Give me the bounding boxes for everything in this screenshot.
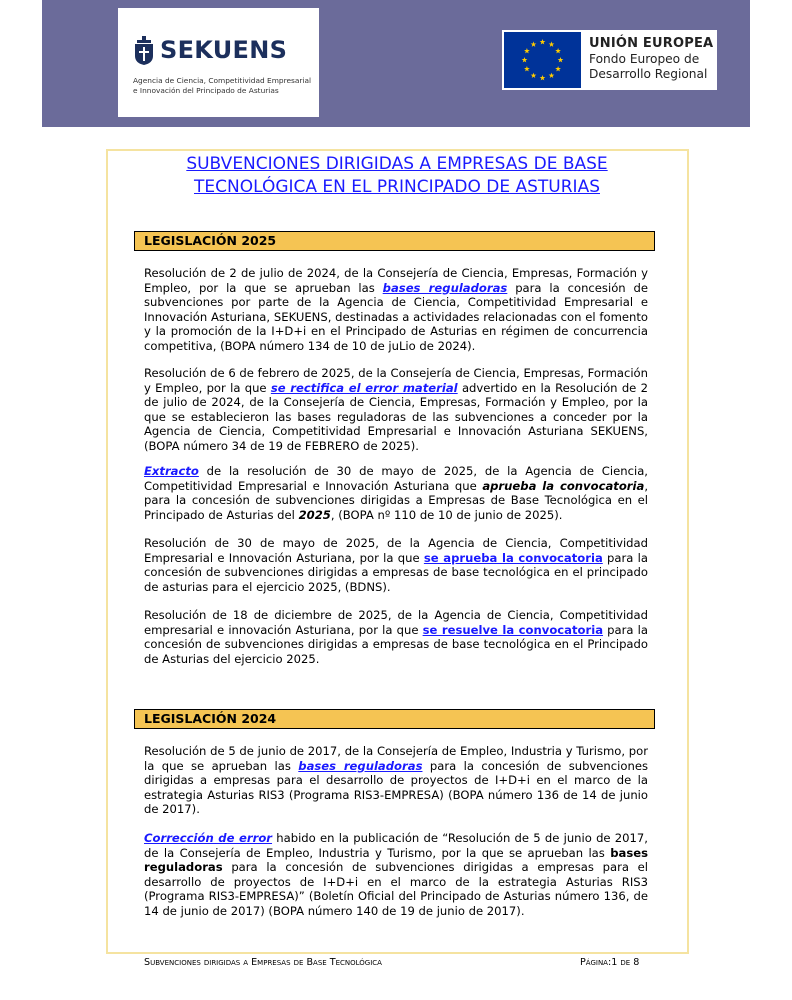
eu-title: UNIÓN EUROPEA [589, 36, 714, 51]
paragraph-2025-4: Resolución de 30 de mayo de 2025, de la Agencia de Ciencia, Competitividad Empresarial e Innovación Asturiana, por la que se aprueba la convocatoria para la concesión de subvenciones dirigidas a empresas de base tecnológica en el principado de asturias para el ejercicio 2025, (BDNS). [144, 536, 648, 594]
correccion-error-link[interactable]: Corrección de error [144, 831, 273, 845]
footer-title: Subvenciones dirigidas a Empresas de Base Tecnológica [144, 957, 382, 968]
extracto-link[interactable]: Extracto [144, 464, 199, 478]
paragraph-2024-2: Corrección de error habido en la publicación de “Resolución de 5 de junio de 2017, de la Consejería de Empleo, Industria y Turismo, por la que se aprueban las bases reguladoras para la concesión de subvenciones dirigidas a empresas para el desarrollo de proyectos de I+D+i en el marco de la estrategia Asturias RIS3 (Programa RIS3-EMPRESA)” (Boletín Oficial del Principado de Asturias número 136, de 14 de junio de 2017) (BOPA número 140 de 19 de junio de 2017). [144, 831, 648, 918]
eu-logo [502, 30, 717, 90]
sekuens-subtitle: Agencia de Ciencia, Competitividad Empresarial e Innovación del Principado de Asturias [133, 76, 312, 95]
paragraph-2024-1: Resolución de 5 de junio de 2017, de la Consejería de Empleo, Industria y Turismo, por la que se aprueban las bases reguladoras para la concesión de subvenciones dirigidas a empresas para el desarrollo de proyectos de I+D+i en el marco de la estrategia Asturias RIS3 (Programa RIS3-EMPRESA) (BOPA número 136 de 14 de junio de 2017). [144, 744, 648, 816]
sekuens-logo [118, 8, 319, 117]
section-heading-2024: LEGISLACIÓN 2024 [134, 709, 655, 729]
page-number: Página:1 de 8 [580, 957, 640, 968]
resuelve-convocatoria-link[interactable]: se resuelve la convocatoria [422, 622, 604, 637]
paragraph-2025-1: Resolución de 2 de julio de 2024, de la Consejería de Ciencia, Empresas, Formación y Empleo, por la que se aprueban las bases reguladoras para la concesión de subvenciones por parte de la Agencia de Ciencia, Competitividad Empresarial e Innovación Asturiana, SEKUENS, destinadas a actividades relacionadas con el fomento y la promoción de la I+D+i en el Principado de Asturias en régimen de concurrencia competitiva, (BOPA número 134 de 10 de juLio de 2024). [144, 266, 648, 353]
eu-flag-icon [504, 32, 581, 88]
asturias-crest-icon [133, 36, 155, 66]
page-title[interactable]: SUBVENCIONES DIRIGIDAS A EMPRESAS DE BASE TECNOLÓGICA EN EL PRINCIPADO DE ASTURIAS [186, 154, 608, 197]
eu-subtitle: Fondo Europeo de Desarrollo Regional [589, 52, 708, 81]
sekuens-wordmark: SEKUENS [160, 36, 288, 64]
paragraph-2025-3: Extracto de la resolución de 30 de mayo de 2025, de la Agencia de Ciencia, Competitividad Empresarial e Innovación Asturiana que aprueba la convocatoria, para la concesión de subvenciones dirigidas a Empresas de Base Tecnológica en el Principado de Asturias del 2025, (BOPA nº 110 de 10 de junio de 2025). [144, 464, 648, 522]
aprueba-convocatoria-link[interactable]: se aprueba la convocatoria [423, 550, 603, 565]
rectifica-error-link[interactable]: se rectifica el error material [270, 380, 458, 395]
section-heading-2025: LEGISLACIÓN 2025 [134, 231, 655, 251]
bases-reguladoras-link[interactable]: bases reguladoras [382, 280, 508, 295]
bases-reguladoras-2017-link[interactable]: bases reguladoras [298, 758, 423, 773]
paragraph-2025-2: Resolución de 6 de febrero de 2025, de la Consejería de Ciencia, Empresas, Formación y Empleo, por la que se rectifica el error material advertido en la Resolución de 2 de julio de 2024, de la Consejería de Ciencia, Empresas, Formación y Empleo, por la que se establecieron las bases reguladoras de las subvenciones a conceder por la Agencia de Ciencia, Competitividad Empresarial e Innovación Asturiana SEKUENS, (BOPA número 34 de 19 de FEBRERO de 2025). [144, 366, 648, 453]
paragraph-2025-5: Resolución de 18 de diciembre de 2025, de la Agencia de Ciencia, Competitividad empresarial e innovación Asturiana, por la que se resuelve la convocatoria para la concesión de subvenciones dirigidas a empresas de base tecnológica en el Principado de Asturias del ejercicio 2025. [144, 608, 648, 666]
